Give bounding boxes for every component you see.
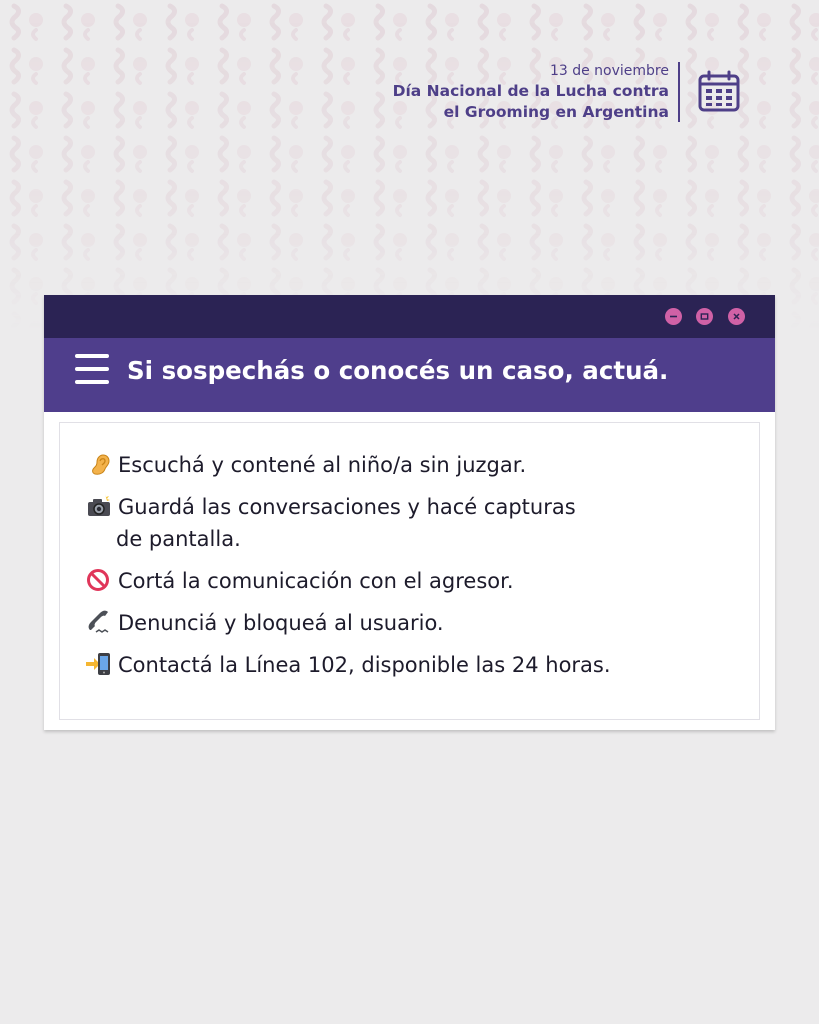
phone-receiver-icon	[86, 610, 112, 634]
maximize-button[interactable]	[696, 308, 713, 325]
window-headerbar	[44, 338, 775, 412]
list-item: Cortá la comunicación con el agresor.	[86, 565, 514, 597]
date-header	[393, 62, 680, 122]
header-title-line1: Día Nacional de la Lucha contra	[392, 82, 669, 100]
list-item: Denunciá y bloqueá al usuario.	[86, 607, 444, 639]
ear-icon	[86, 452, 112, 476]
menu-icon[interactable]	[75, 354, 109, 386]
window-headline: Si sospechás o conocés un caso, actuá.	[127, 356, 669, 385]
background-pattern	[0, 0, 819, 330]
list-item: Contactá la Línea 102, disponible las 24 horas.	[86, 649, 611, 681]
list-item: Guardá las conversaciones y hacé capturas de pantalla.	[86, 491, 576, 555]
header-title-line2: el Grooming en Argentina	[443, 103, 669, 121]
app-window	[44, 295, 775, 730]
maximize-icon	[700, 312, 709, 321]
list-item: Escuchá y contené al niño/a sin juzgar.	[86, 449, 526, 481]
minimize-button[interactable]	[665, 308, 682, 325]
window-titlebar	[44, 295, 775, 338]
date-label: 13 de noviembre	[549, 63, 669, 79]
advice-list	[59, 422, 760, 720]
minimize-icon	[669, 312, 678, 321]
calendar-icon	[698, 70, 740, 112]
mobile-calling-icon	[86, 652, 112, 676]
camera-flash-icon	[86, 494, 112, 518]
close-icon	[732, 312, 741, 321]
prohibited-icon	[86, 568, 112, 592]
close-button[interactable]	[728, 308, 745, 325]
